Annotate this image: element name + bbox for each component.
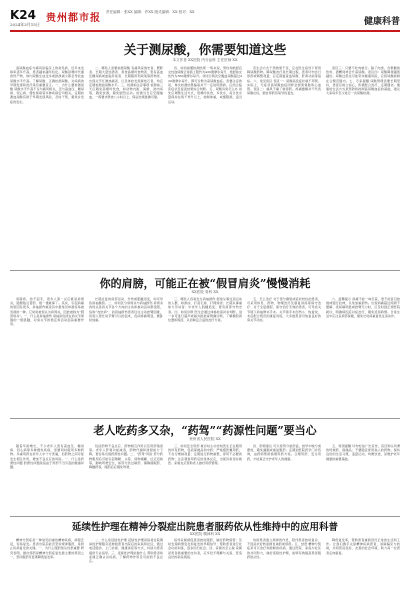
article-divider: [10, 270, 400, 271]
article-title: 延续性护理在精神分裂症出院患者服药依从性维持中的应用科普: [71, 522, 338, 533]
page-number: K24: [10, 8, 36, 22]
article-byline: XX医院 骨科 XX: [191, 290, 219, 294]
article-title: 你的肩膀，可能正在被“假冒肩炎”慢慢消耗: [99, 277, 311, 290]
article-byline: XX医院 精神科 XX: [189, 532, 221, 536]
article-column: 降低复发率，帮助患者重新回归正常的生活和工作。让我们携手关爱精神疾病患者，消除偏见与歧视，共同营造包容、友善的社会环境，助力每一位患者走向康复。: [326, 538, 400, 555]
article-column: 四、如何看懂检测结果 一般来说，男性和绝经后女性血尿酸正常值上限约为420微摩尔每升，绝经前女性约为360微摩尔每升。非同日两次空腹血尿酸超过420微摩尔每升，即可诊断为高尿酸血症。需要注意的是，单次检测结果偏高并不一定说明患病，应结合临床症状及复查结果综合判断。五、尿酸异常怎么办 首先应调整生活方式，低嘌呤饮食，多饮水，每日饮水量保持在两千毫升以上，控制体重，戒烟限酒，适当运动。: [168, 66, 242, 104]
article-column: 三、如何安全用药 就诊时主动告知医生正在服用的所有药物，包括保健品和中药；严格遵医嘱用药，不自行增减剂量；定期进行药物重整，停用不必要的药物；注意观察用药后的身体反应，出现异常及时就医。家属也应帮助老人做好用药管理。: [168, 444, 242, 465]
article-column: 六、温馨提示 肩痛不能一味忍着，更不能盲目按揉或强行拉伸，以免加重损伤。出现肩痛超过两周不缓解、夜间痛明显或抬臂无力时，应及时到正规医院就诊，明确病因后对症治疗，避免延误病情。日常生活中应注意肩部保暖，避免长时间重复性过顶动作。: [326, 297, 400, 318]
article-column: 高尿酸血症与痛风是临床上的常见病，近年来发病率逐年升高，患者越来越年轻化。尿酸是嘌呤代谢的终产物，体内尿酸生成过多或排泄减少都会导致血尿酸水平升高。了解尿酸、正确检测尿酸，对疾病的早期发现和治疗具有重要意义。一、为什么要检测尿酸 尿酸水平升高不仅与痛风相关，还与高血压、糖尿病、冠心病、慢性肾病等多种疾病密切相关。定期检测血尿酸有助于早期发现风险，及时干预，避免并发症的发生。: [10, 66, 84, 104]
page-header: [10, 6, 400, 30]
article-column: 肩膀疼，抬不起手，很多人第一反应就是肩周炎，随便贴点膏药、揉一揉就算了。其实，引起肩痛的原因有很多，肩袖损伤就是其中最常见却最容易被忽视的一种，它常常被误认为肩周炎，因此被称为“假冒肩炎”。一、什么是肩袖损伤 肩袖是包绕在肩关节周围的一组肌腱，对肩关节的稳定和活动起着重要作用。: [10, 297, 84, 327]
article-divider: [10, 418, 400, 419]
article-column: 四、药师建议 可以使用分装药盒，按早中晚分类摆放，避免漏服或重复服药；定期到医院药学门诊咨询，由药师帮助梳理用药方案。合理用药、安全用药，才能真正守护老年人的健康。: [247, 444, 321, 461]
article-body: [10, 444, 400, 514]
article-title: 老人吃药多又杂，“药驾”“药源性问题”要当心: [93, 424, 317, 437]
article-column: 误区三：只要不吃肉就行。除了肉类，含果糖的饮料、酒精同样会升高尿酸。误区四：尿酸降得越低越好。尿酸过低也可能带来健康风险，应将尿酸控制在合理范围内。七、专家提醒 尿酸管理需要长期坚持，患者应树立信心，积极配合治疗，定期随访。健康的生活方式是预防和控制高尿酸血症的基础，建议大家每年至少进行一次尿酸检测。: [326, 66, 400, 96]
editor-credits: 责任编辑：张XX 编辑：许XX 版式编辑：XX 校对：XX: [106, 10, 195, 14]
article-body: [10, 297, 400, 415]
article-column: 五、怎么治疗 对于部分撕裂或症状较轻的患者，可采用休息、药物、物理治疗及康复训练等保守治疗；对于全层撕裂、保守治疗无效的患者，可考虑关节镜下肩袖修补手术。关节镜手术创伤小、恢复快，术后配合规范的康复训练，大多数患者可恢复良好的肩关节功能。: [247, 297, 321, 323]
article-column: 二、哪些人需要检测尿酸 有痛风家族史者、肥胖者、长期大量饮酒者、喜食高嘌呤食物者、患有高血压糖尿病或血脂异常者、长期服用利尿剂等药物者、出现关节红肿热痛者，以及体检发现肾结石者，均应定期检测血尿酸水平。三、检测前注意事项 检测前三天应避免高嘌呤饮食，如动物内脏、海鲜、浓肉汤等，避免饮酒，避免剧烈运动。检测当日应空腹抽血，一般要求禁食八小时以上，保证结果准确可靠。: [89, 66, 163, 100]
article-divider: [10, 516, 400, 517]
article-shoulder: [10, 275, 400, 417]
article-column: 包括药物不良反应、药物相互作用以及用药错误等。老年人肝肾功能减退，药物代谢和排泄能力下降，更容易出现药源性问题。二、“药驾”风险 部分药物服用后可能引起嗜睡、头晕、视物模糊、反应迟钝等，影响驾驶安全，如部分抗过敏药、镇静催眠药、降糖药等，服药后应避免驾驶。: [89, 444, 163, 470]
article-uric-acid: [10, 40, 400, 268]
article-column: 精神分裂症是一种常见的重性精神疾病，病程迁延，容易复发。患者出院后能否坚持规律服药，是防止疾病复发的关键。一、为什么服药依从性很重要 研究表明，擅自停药是精神分裂症复发最主要的原因之一，坚持服药可显著降低复发率。: [10, 538, 84, 559]
publication-date: 2024年3月15日: [10, 22, 40, 27]
article-column: 若生活方式干预效果不佳，应在医生指导下使用降尿酸药物。降尿酸治疗是长期过程，患者切勿自行停药或调整剂量，应定期复查血尿酸、肝肾功能等指标。六、常见误区 误区一：尿酸高没症状就不用管。实际上，无症状高尿酸血症同样会损害肾脏和心血管。误区二：痛风不痛了就停药。疼痛缓解并不代表尿酸达标，擅自停药容易导致复发。: [247, 66, 321, 96]
article-column: 五、特别提醒 切勿轻信广告宣传，盲目购买所谓的特效药、保健品；不要随意使用他人的药物。保持良好的生活习惯，适量运动，均衡饮食，是维护老年健康的重要基础。: [326, 444, 400, 461]
article-title: 关于测尿酸，你需要知道这些: [123, 42, 287, 57]
article-schizophrenia-care: [10, 519, 400, 593]
masthead-logo: 贵州都市报: [46, 13, 101, 24]
article-column: 三、哪些人容易发生肩袖损伤 经常从事过顶运动的人群，如游泳、打羽毛球、打网球者；长期从事重体力劳动者；中老年人肌腱退变；曾有肩部外伤史者。四、如何诊断 医生会通过体格检查初步判断，进一步可进行超声或磁共振检查明确诊断，了解撕裂的位置和程度，从而制定合适的治疗方案。: [168, 297, 242, 323]
article-column: 长期反复的肩部活动、外伤或肌腱退变，均可导致肩袖撕裂。二、如何区分肩周炎与肩袖损伤 肩周炎的特点是肩关节各个方向的主动和被动活动都受限，俗称“冻结肩”；而肩袖损伤患者往往主动抬臂困难，但别人帮忙时手臂可以抬起来，夜间疼痛明显，侧卧时加重。: [89, 297, 163, 323]
article-body: [10, 538, 400, 592]
article-byline: 贵州省人民医院 XX: [189, 437, 221, 441]
article-column: 随着年龄增长，不少老年人患有高血压、糖尿病、冠心病等多种慢性疾病，需要同时服用多种药物。多重用药在老年人中十分普遍，但药物之间可能发生相互作用，增加不良反应的风险。一、什么是药源性问题 药源性问题是指由于用药不当引起的健康问题。: [10, 444, 84, 470]
section-title: 健康科普: [363, 17, 400, 27]
article-column: 协助患者建立规律的作息，陪伴患者按时复诊，不因症状好转而擅自减药或停药。五、结语 精神分裂症是可以治疗和控制的疾病，通过医院、家庭与社区的共同努力，做好延续性护理，能够有效提高患者服药依从性。: [247, 538, 321, 559]
article-elderly-medication: [10, 422, 400, 515]
article-body: [10, 66, 400, 266]
article-column: 指导家属督促患者按时服药，做好药物保管；及时发现病情变化和复发的早期信号；帮助患者进行社会功能训练，逐步回归社会。四、家属该怎么做 家属是患者最重要的支持者，应多给予理解与关爱，营造良好的家庭氛围。: [168, 538, 242, 559]
article-byline: 本文作者 XX医院 内分泌科 主任医师 XX: [172, 58, 238, 62]
header-divider: [10, 30, 400, 32]
article-column: 二、什么是延续性护理 延续性护理是指将住院期间的护理服务延伸到患者出院后的家庭和社区，通过电话随访、上门访视、健康讲座等方式，持续为患者提供专业指导。三、延续性护理能做什么 帮助患者和家属正确认识疾病，了解药物作用及可能的不良反应。: [89, 538, 163, 564]
